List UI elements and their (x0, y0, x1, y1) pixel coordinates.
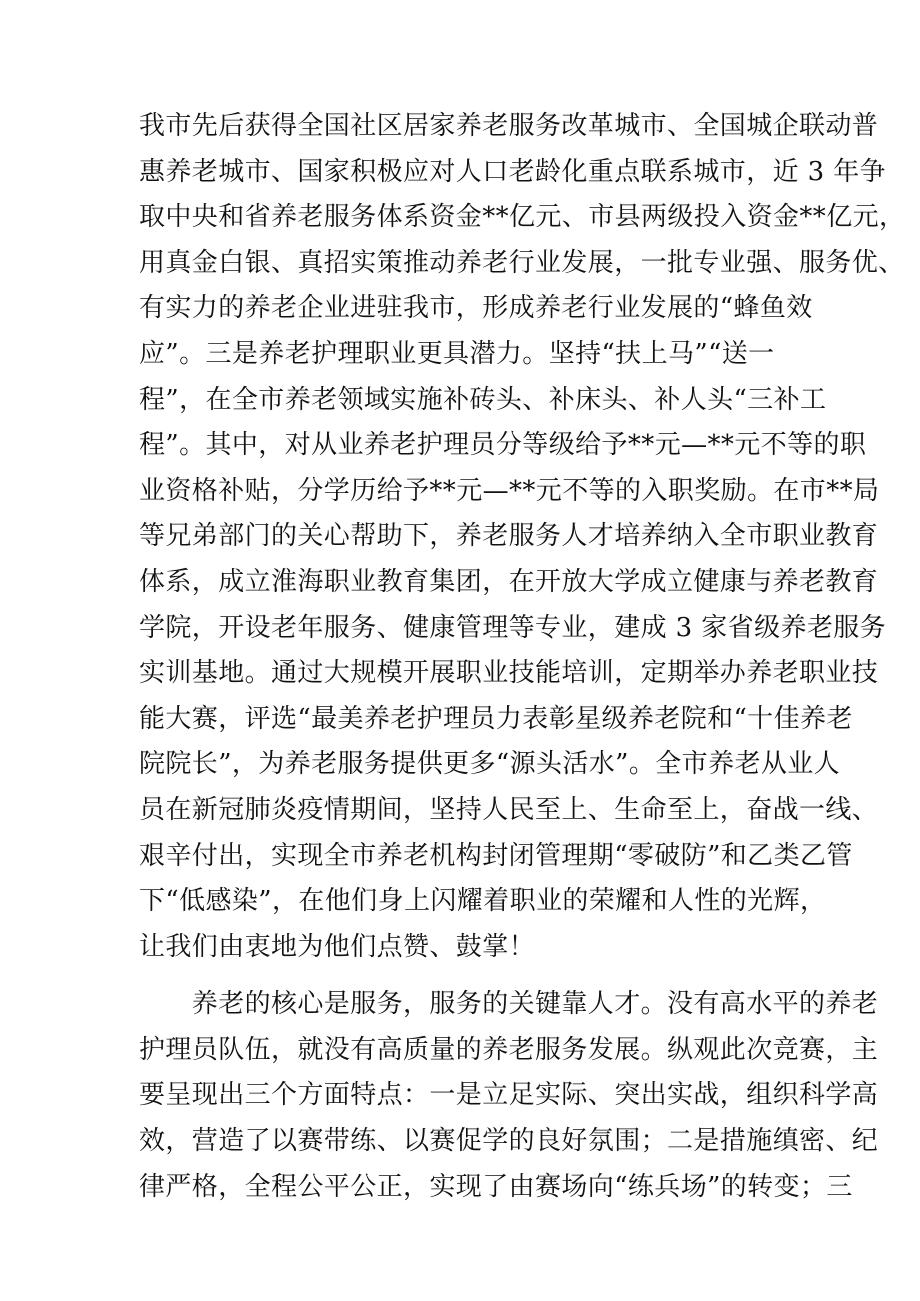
text-line: 有实力的养老企业进驻我市，形成养老行业发展的“蜂鱼效 (139, 293, 813, 324)
text-line: 业资格补贴，分学历给予**元—**元不等的入职奖励。在市**局 (139, 475, 880, 506)
text-line: 惠养老城市、国家积极应对人口老龄化重点联系城市，近 3 年争 (139, 156, 887, 187)
text-line: 实训基地。通过大规模开展职业技能培训，定期举办养老职业技 (139, 658, 879, 689)
text-line: 体系，成立淮海职业教育集团，在开放大学成立健康与养老教育 (139, 566, 879, 597)
text-line: 要呈现出三个方面特点：一是立足实际、突出实战，组织科学高 (139, 1080, 879, 1111)
text-line: 程”。其中，对从业养老护理员分等级给予**元—**元不等的职 (139, 430, 867, 461)
text-line: 应”。三是养老护理职业更具潜力。坚持“扶上马”“送一 (139, 338, 775, 369)
document-body (139, 104, 906, 1210)
text-line: 院院长”，为养老服务提供更多“源头活水”。全市养老从业人 (139, 749, 841, 780)
text-line: 下“低感染”，在他们身上闪耀着职业的荣耀和人性的光辉， (139, 886, 827, 917)
text-line: 律严格，全程公平公正，实现了由赛场向“练兵场”的转变；三 (139, 1171, 853, 1202)
text-line: 程”，在全市养老领域实施补砖头、补床头、补人头“三补工 (139, 384, 827, 415)
text-line: 让我们由衷地为他们点赞、鼓掌！ (139, 931, 536, 962)
text-line: 用真金白银、真招实策推动养老行业发展，一批专业强、服务优、 (139, 247, 905, 278)
text-line: 学院，开设老年服务、健康管理等专业，建成 3 家省级养老服务 (139, 612, 887, 643)
text-line: 养老的核心是服务，服务的关键靠人才。没有高水平的养老 (139, 989, 879, 1020)
paragraph-1 (139, 104, 906, 970)
text-line: 效，营造了以赛带练、以赛促学的良好氛围；二是措施缜密、纪 (139, 1126, 879, 1157)
text-line: 员在新冠肺炎疫情期间，坚持人民至上、生命至上，奋战一线、 (139, 794, 879, 825)
text-line: 能大赛，评选“最美养老护理员力表彰星级养老院和“十佳养老 (139, 703, 853, 734)
text-line: 我市先后获得全国社区居家养老服务改革城市、全国城企联动普 (139, 111, 879, 141)
text-line: 等兄弟部门的关心帮助下，养老服务人才培养纳入全市职业教育 (139, 521, 879, 552)
paragraph-2 (139, 982, 879, 1210)
paragraph-spacer (139, 970, 789, 982)
text-line: 取中央和省养老服务体系资金**亿元、市县两级投入资金**亿元， (139, 202, 906, 233)
text-line: 护理员队伍，就没有高质量的养老服务发展。纵观此次竞赛，主 (139, 1034, 879, 1065)
text-line: 艰辛付出，实现全市养老机构封闭管理期“零破防”和乙类乙管 (139, 840, 853, 871)
